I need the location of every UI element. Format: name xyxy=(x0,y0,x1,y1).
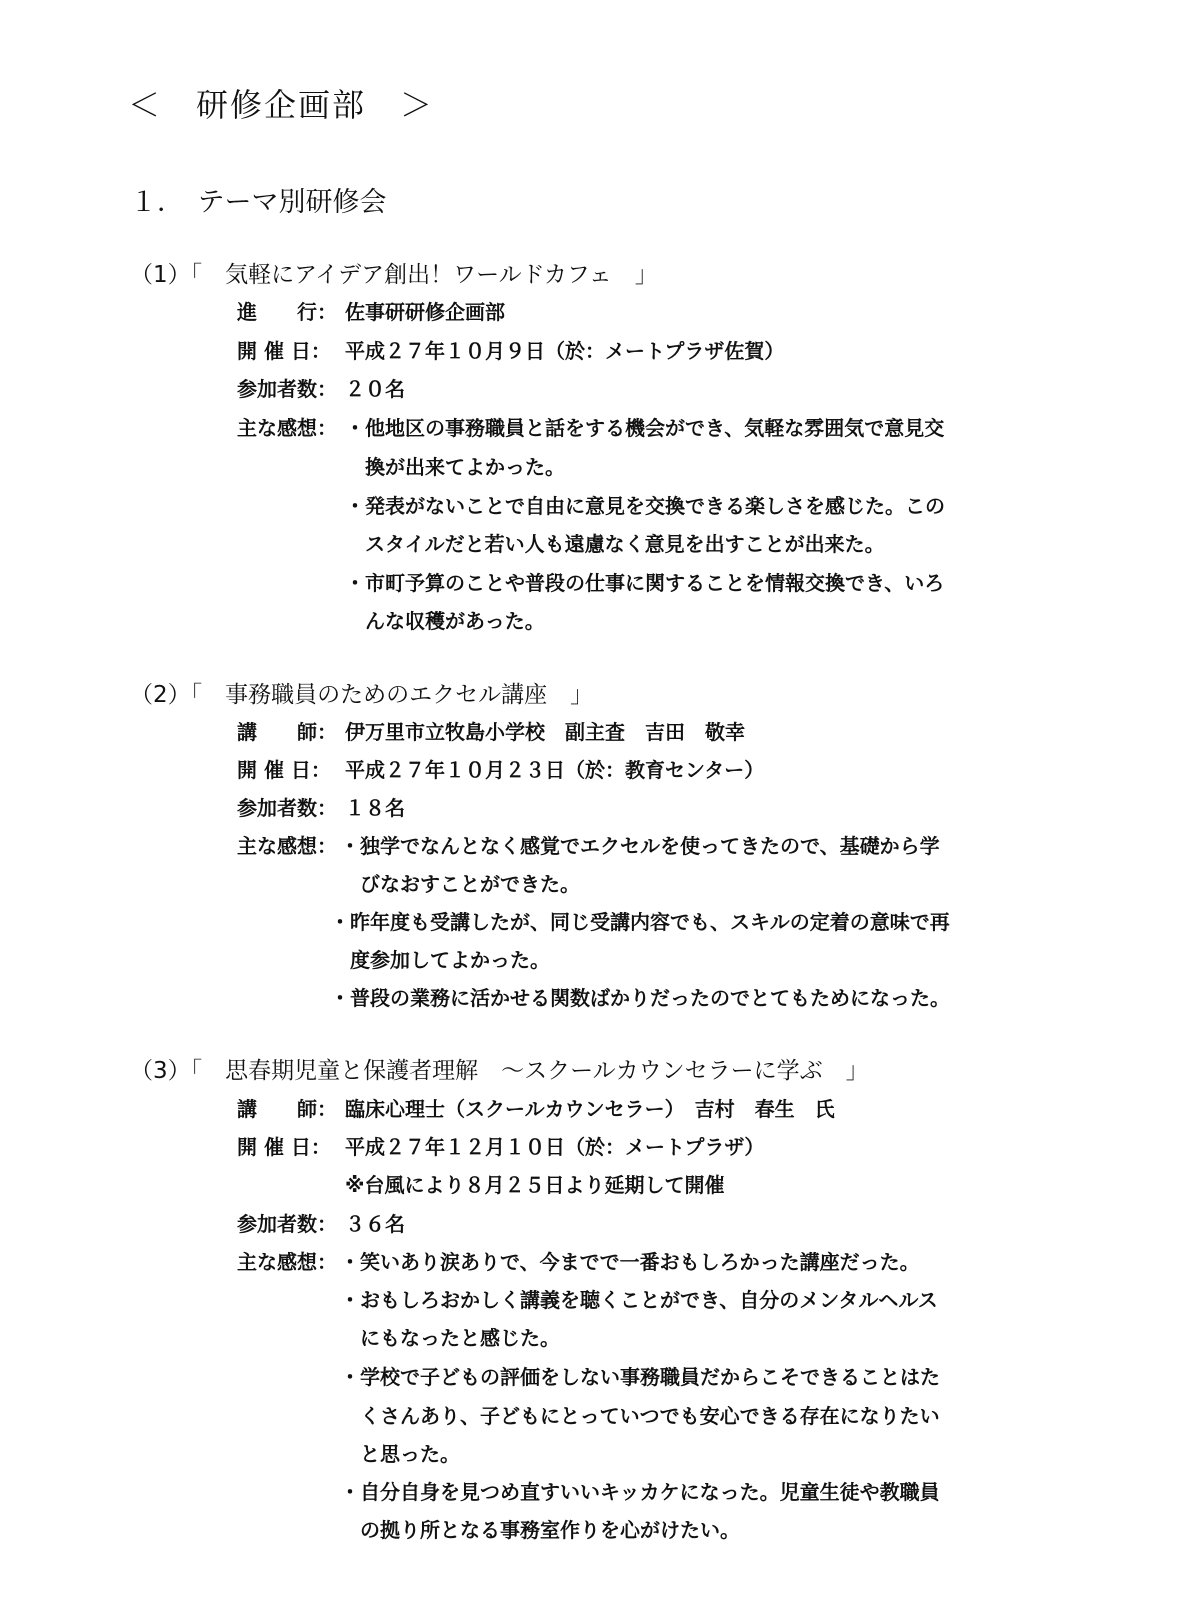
field-label: 主な感想： xyxy=(237,834,337,858)
item-title-2: （2）「 事務職員のためのエクセル講座 」 xyxy=(130,682,594,708)
field-label: 進 行： xyxy=(237,300,337,324)
field-label: 講 師： xyxy=(237,1097,337,1121)
impression-3-3-line-1: ・学校で子どもの評価をしない事務職員だからこそできることはた xyxy=(340,1365,940,1389)
impression-1-1-line-1: ・他地区の事務職員と話をする機会ができ、気軽な雰囲気で意見交 xyxy=(345,416,945,440)
impression-1-1-line-2: 換が出来てよかった。 xyxy=(345,455,565,479)
impression-2-1-line-2: びなおすことができた。 xyxy=(340,872,580,896)
impression-3-2-line-1: ・おもしろおかしく講義を聴くことができ、自分のメンタルヘルス xyxy=(340,1288,938,1312)
item-3-field-attendance xyxy=(237,1208,405,1237)
impression-1-3-line-1: ・市町予算のことや普段の仕事に関することを情報交換でき、いろ xyxy=(345,571,945,595)
field-label: 参加者数： xyxy=(237,796,337,820)
item-2-field-date xyxy=(237,754,764,783)
item-2-field-attendance xyxy=(237,792,405,821)
field-label: 開 催 日： xyxy=(237,758,331,782)
impression-2-3-line-1: ・普段の業務に活かせる関数ばかりだったのでとてもためになった。 xyxy=(330,986,950,1010)
item-2-field-lecturer xyxy=(237,716,745,745)
field-value: 佐事研研修企画部 xyxy=(345,300,505,324)
impression-1-3-line-2: んな収穫があった。 xyxy=(345,609,545,633)
department-title: ＜ 研修企画部 ＞ xyxy=(128,86,435,124)
field-value: ２０名 xyxy=(345,377,405,401)
field-value: 臨床心理士（スクールカウンセラー） 吉村 春生 氏 xyxy=(345,1097,835,1121)
field-label: 参加者数： xyxy=(237,1212,337,1236)
impression-3-2-line-2: にもなったと感じた。 xyxy=(340,1326,560,1350)
impression-3-3-line-2: くさんあり、子どもにとっていつでも安心できる存在になりたい xyxy=(340,1404,940,1428)
field-value: ※台風により８月２５日より延期して開催 xyxy=(345,1173,725,1197)
section-title: １． テーマ別研修会 xyxy=(130,187,387,218)
field-value: 平成２７年１２月１０日（於：メートプラザ） xyxy=(345,1135,765,1159)
field-value: 平成２７年１０月９日（於：メートプラザ佐賀） xyxy=(345,339,785,363)
impression-1-2-line-2: スタイルだと若い人も遠慮なく意見を出すことが出来た。 xyxy=(345,532,885,556)
item-1-field-facilitator xyxy=(237,296,505,325)
field-value: 平成２７年１０月２３日（於：教育センター） xyxy=(345,758,765,782)
field-label: 開 催 日： xyxy=(237,1135,331,1159)
field-label: 参加者数： xyxy=(237,377,337,401)
item-3-field-date xyxy=(237,1131,764,1160)
item-title-3: （3）「 思春期児童と保護者理解 ～スクールカウンセラーに学ぶ 」 xyxy=(130,1058,869,1084)
item-1-field-attendance xyxy=(237,373,405,402)
impression-2-2-line-1: ・昨年度も受講したが、同じ受講内容でも、スキルの定着の意味で再 xyxy=(330,910,950,934)
field-value: 伊万里市立牧島小学校 副主査 吉田 敬幸 xyxy=(345,720,745,744)
item-1-field-date xyxy=(237,335,784,364)
impression-3-3-line-3: と思った。 xyxy=(340,1442,460,1466)
impression-3-4-line-2: の拠り所となる事務室作りを心がけたい。 xyxy=(340,1518,740,1542)
impression-2-2-line-2: 度参加してよかった。 xyxy=(330,948,550,972)
item-2-field-impressions xyxy=(237,830,345,859)
item-3-field-lecturer xyxy=(237,1093,835,1122)
item-3-date-note xyxy=(345,1169,724,1198)
item-1-field-impressions xyxy=(237,412,345,441)
field-label: 主な感想： xyxy=(237,1250,337,1274)
impression-1-2-line-1: ・発表がないことで自由に意見を交換できる楽しさを感じた。この xyxy=(345,494,945,518)
field-label: 講 師： xyxy=(237,720,337,744)
field-label: 開 催 日： xyxy=(237,339,331,363)
item-title-1: （1）「 気軽にアイデア創出！ワールドカフェ 」 xyxy=(130,262,658,288)
field-value: ３６名 xyxy=(345,1212,405,1236)
field-value: １８名 xyxy=(345,796,405,820)
field-label: 主な感想： xyxy=(237,416,337,440)
impression-3-1-line-1: ・笑いあり涙ありで、今までで一番おもしろかった講座だった。 xyxy=(340,1250,920,1274)
impression-2-1-line-1: ・独学でなんとなく感覚でエクセルを使ってきたので、基礎から学 xyxy=(340,834,940,858)
impression-3-4-line-1: ・自分自身を見つめ直すいいキッカケになった。児童生徒や教職員 xyxy=(340,1480,940,1504)
item-3-field-impressions xyxy=(237,1246,345,1275)
